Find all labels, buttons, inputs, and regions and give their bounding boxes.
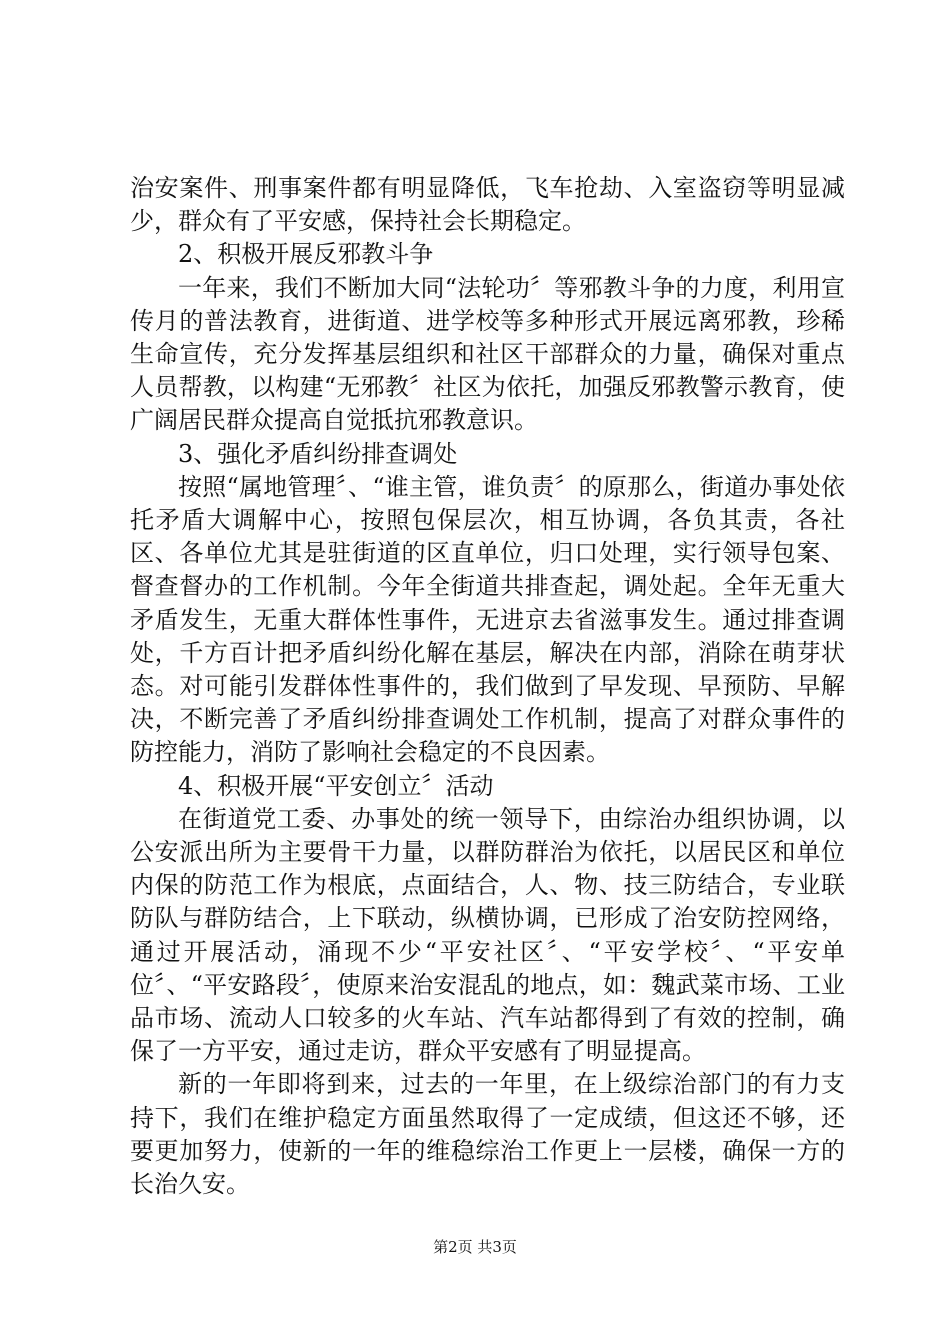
section-heading-safety-campaign: 4、积极开展“平安创立〞活动 bbox=[178, 771, 494, 800]
paragraph-dispute-resolution: 按照“属地管理〞、“谁主管，谁负责〞的原那么，街道办事处依托矛盾大调解中心，按照包保层次，相互协调，各负其责，各社区、各单位尤其是驻街道的区直单位，归口处理，实行领导包案、督查督办的工作机制。今年全街道共排查起，调处起。全年无重大矛盾发生，无重大群体性事件，无进京去省滋事发生。通过排查调处，千方百计把矛盾纠纷化解在基层，解决在内部，消除在萌芽状态。对可能引发群体性事件的，我们做到了早发现、早预防、早解决，不断完善了矛盾纠纷排查调处工作机制，提高了对群众事件的防控能力，消防了影响社会稳定的不良因素。 bbox=[130, 472, 845, 767]
paragraph-anti-cult: 一年来，我们不断加大同“法轮功〞等邪教斗争的力度，利用宣传月的普法教育，进街道、进学校等多种形式开展远离邪教，珍稀生命宣传，充分发挥基层组织和社区干部群众的力量，确保对重点人员帮教，以构建“无邪教〞社区为依托，加强反邪教警示教育，使广阔居民群众提高自觉抵抗邪教意识。 bbox=[130, 273, 845, 435]
section-heading-dispute-resolution: 3、强化矛盾纠纷排查调处 bbox=[178, 439, 458, 468]
page-number-footer: 第2页 共3页 bbox=[433, 1238, 517, 1256]
section-heading-anti-cult: 2、积极开展反邪教斗争 bbox=[178, 240, 434, 269]
document-body bbox=[130, 172, 845, 1201]
paragraph-continuation: 治安案件、刑事案件都有明显降低，飞车抢劫、入室盗窃等明显减少，群众有了平安感，保持社会长期稳定。 bbox=[130, 174, 845, 236]
paragraph-conclusion: 新的一年即将到来，过去的一年里，在上级综治部门的有力支持下，我们在维护稳定方面虽然取得了一定成绩，但这还不够，还要更加努力，使新的一年的维稳综治工作更上一层楼，确保一方的长治久安。 bbox=[130, 1070, 845, 1199]
paragraph-safety-campaign: 在街道党工委、办事处的统一领导下，由综治办组织协调，以公安派出所为主要骨干力量，以群防群治为依托，以居民区和单位内保的防范工作为根底，点面结合，人、物、技三防结合，专业联防队与群防结合，上下联动，纵横协调，已形成了治安防控网络，通过开展活动，涌现不少“平安社区〞、“平安学校〞、“平安单位〞、“平安路段〞，使原来治安混乱的地点，如：魏武菜市场、工业品市场、流动人口较多的火车站、汽车站都得到了有效的控制，确保了一方平安，通过走访，群众平安感有了明显提高。 bbox=[130, 804, 845, 1066]
